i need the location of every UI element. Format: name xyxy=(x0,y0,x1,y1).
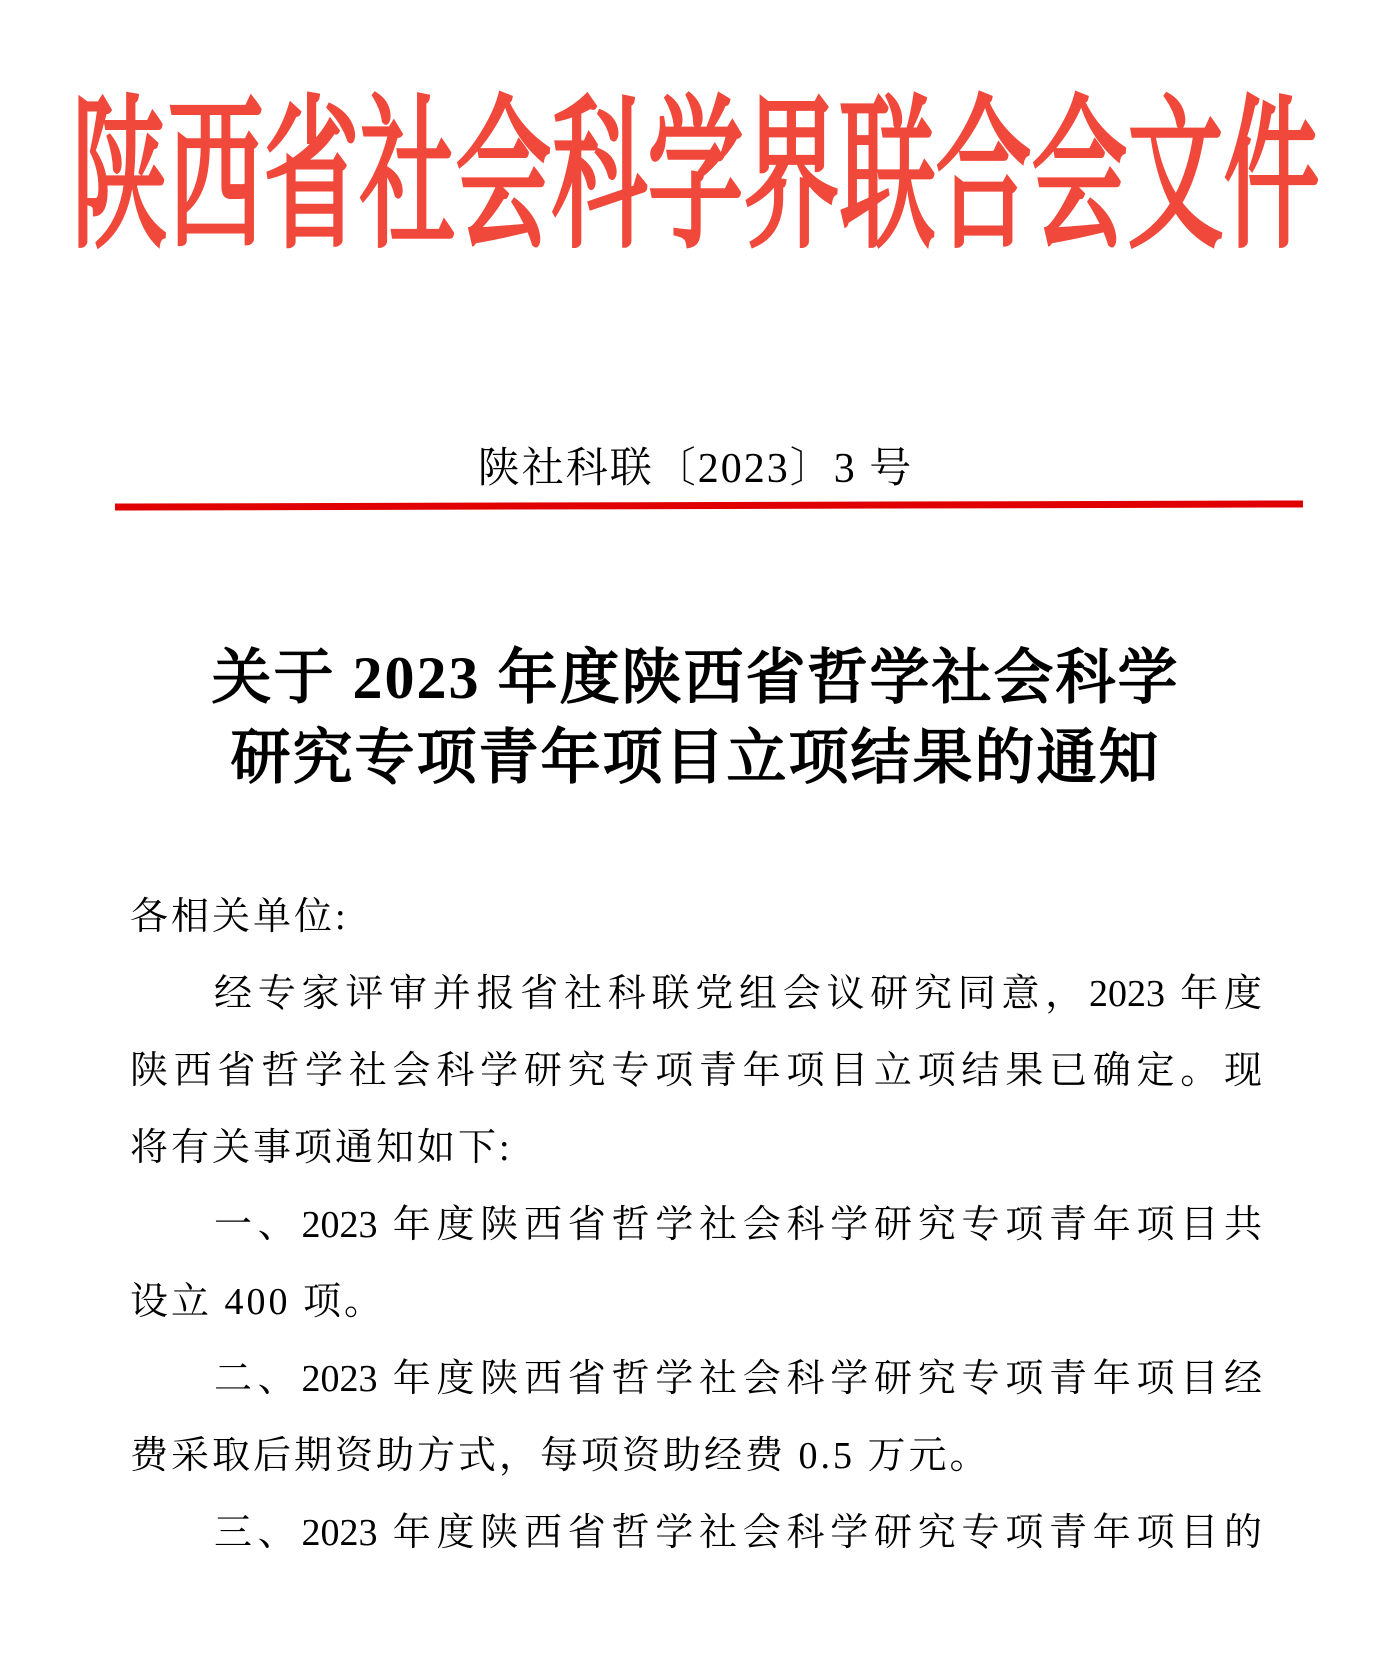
body-line: 各相关单位: xyxy=(130,896,349,938)
title-line-2: 研究专项青年项目立项结果的通知 xyxy=(230,725,1161,791)
body-line: 二、2023 年度陕西省哲学社会科学研究专项青年项目经 xyxy=(214,1358,1262,1400)
document-title xyxy=(0,638,1391,798)
red-divider-line xyxy=(115,500,1303,510)
body-line: 陕西省哲学社会科学研究专项青年项目立项结果已确定。现 xyxy=(130,1050,1262,1092)
body-line: 费采取后期资助方式，每项资助经费 0.5 万元。 xyxy=(130,1435,991,1477)
body-line: 三、2023 年度陕西省哲学社会科学研究专项青年项目的 xyxy=(214,1512,1262,1554)
org-title-text: 陕西省社会科学界联合会文件 xyxy=(71,84,1320,269)
body-line: 将有关事项通知如下: xyxy=(130,1127,513,1169)
title-line-1: 关于 2023 年度陕西省哲学社会科学 xyxy=(211,645,1180,711)
doc-number: 陕社科联〔2023〕3 号 xyxy=(477,446,914,492)
red-masthead xyxy=(0,84,1391,269)
body-line: 经专家评审并报省社科联党组会议研究同意，2023 年度 xyxy=(214,973,1262,1015)
body-line: 一、2023 年度陕西省哲学社会科学研究专项青年项目共 xyxy=(214,1204,1262,1246)
body-line: 设立 400 项。 xyxy=(130,1281,386,1323)
document-body xyxy=(130,879,1262,1572)
